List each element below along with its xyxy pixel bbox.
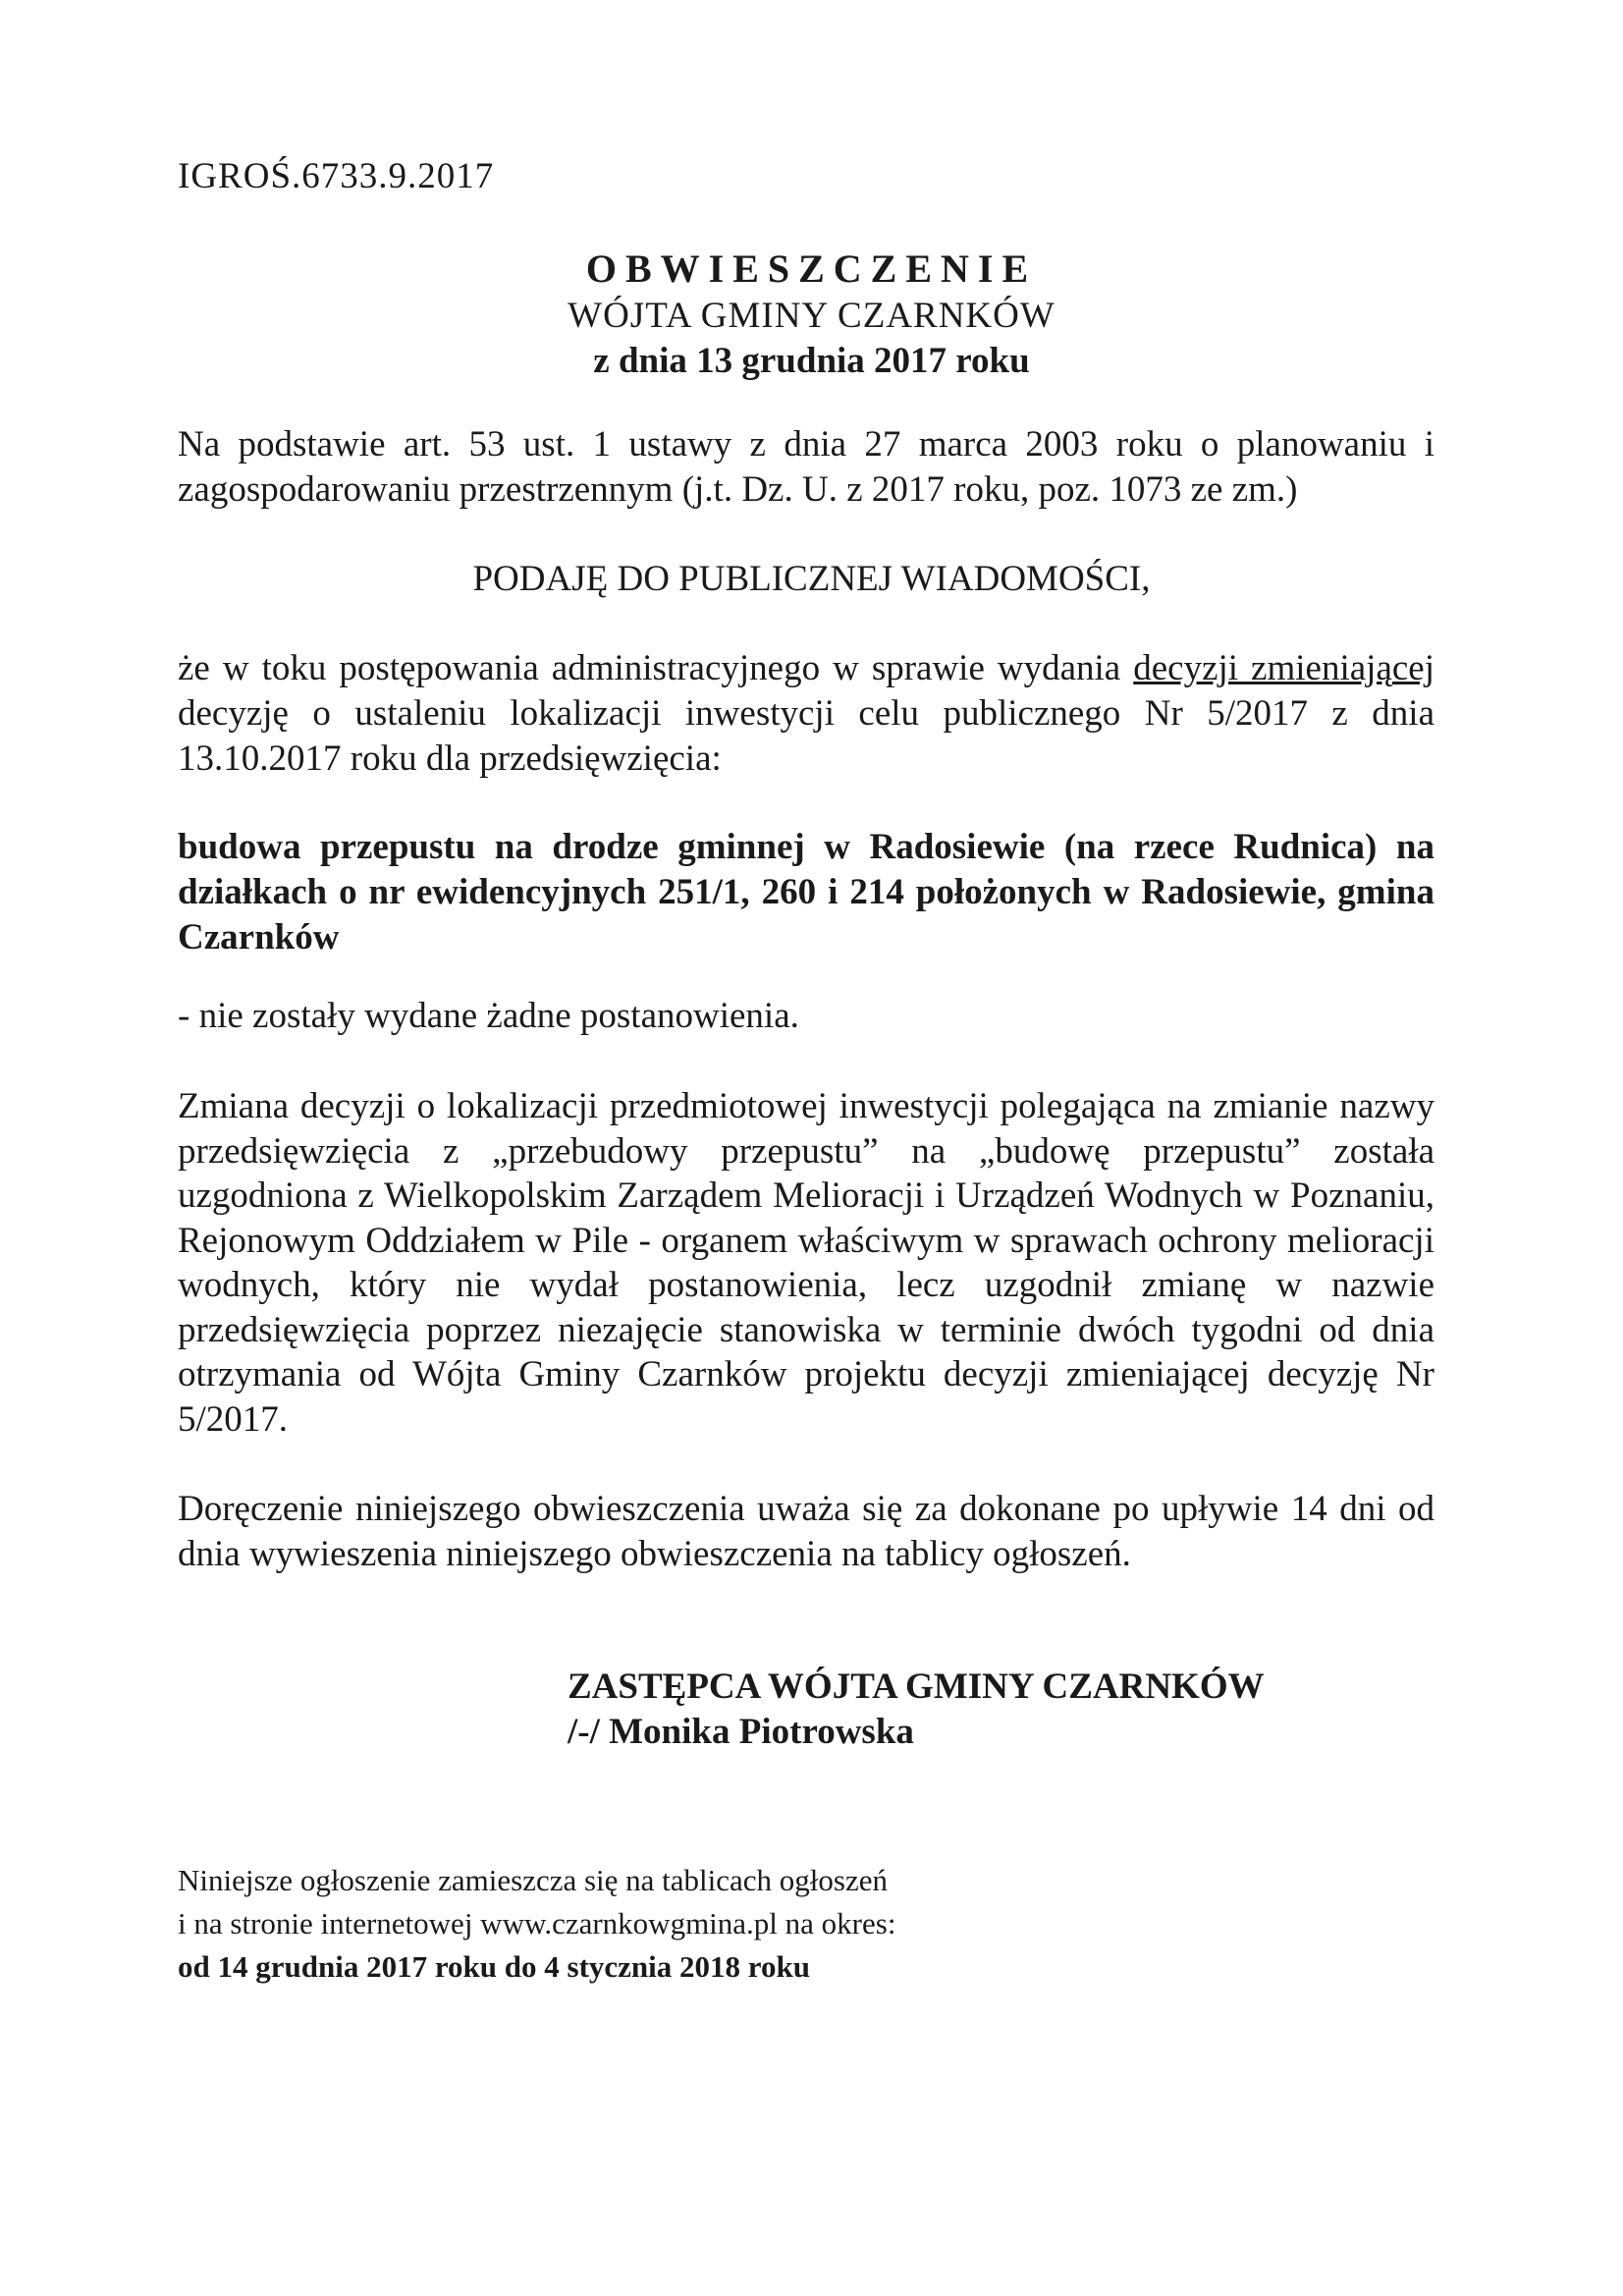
procedure-text-before: że w toku postępowania administracyjnego w sprawie wydania bbox=[178, 648, 1134, 688]
reference-number: IGROŚ.6733.9.2017 bbox=[178, 156, 495, 196]
procedure-text-after: decyzję o ustaleniu lokalizacji inwestycji celu publicznego Nr 5/2017 z dnia 13.10.2017 roku dla przedsięwzięcia: bbox=[178, 693, 1434, 779]
procedure-underlined-text: decyzji zmieniającej bbox=[1133, 648, 1434, 688]
signatory-title: ZASTĘPCA WÓJTA GMINY CZARNKÓW bbox=[568, 1667, 1265, 1707]
document-title: OBWIESZCZENIE bbox=[585, 246, 1038, 291]
result-statement: - nie zostały wydane żadne postanowienia. bbox=[178, 996, 799, 1036]
footer-posting-period: od 14 grudnia 2017 roku do 4 stycznia 2018 roku bbox=[178, 1949, 810, 1984]
issuing-authority: WÓJTA GMINY CZARNKÓW bbox=[568, 296, 1055, 336]
announcement-heading: PODAJĘ DO PUBLICZNEJ WIADOMOŚCI, bbox=[472, 559, 1151, 599]
footer-line-1: Niniejsze ogłoszenie zamieszcza się na tablicach ogłoszeń bbox=[178, 1863, 889, 1897]
document-date: z dnia 13 grudnia 2017 roku bbox=[593, 341, 1030, 381]
signatory-name: /-/ Monika Piotrowska bbox=[568, 1712, 914, 1752]
procedure-paragraph bbox=[178, 646, 1434, 782]
change-paragraph: Zmiana decyzji o lokalizacji przedmiotowej inwestycji polegająca na zmianie nazwy przedsięwzięcia z „przebudowy przepustu” na „budowę przepustu” została uzgodniona z Wielkopolskim Zarządem Melioracji i Urządzeń Wodnych w Poznaniu, Rejonowym Oddziałem w Pile - organem właściwym w sprawach ochrony melioracji wodnych, który nie wydał postanowienia, lecz uzgodnił zmianę w nazwie przedsięwzięcia poprzez niezajęcie stanowiska w terminie dwóch tygodni od dnia otrzymania od Wójta Gminy Czarnków projektu decyzji zmieniającej decyzję Nr 5/2017. bbox=[178, 1086, 1434, 1440]
legal-basis-paragraph: Na podstawie art. 53 ust. 1 ustawy z dnia 27 marca 2003 roku o planowaniu i zagospodarowaniu przestrzennym (j.t. Dz. U. z 2017 roku, poz. 1073 ze zm.) bbox=[178, 424, 1434, 510]
project-description: budowa przepustu na drodze gminnej w Radosiewie (na rzece Rudnica) na działkach o nr ewidencyjnych 251/1, 260 i 214 położonych w Radosiewie, gmina Czarnków bbox=[178, 827, 1434, 957]
delivery-paragraph: Doręczenie niniejszego obwieszczenia uważa się za dokonane po upływie 14 dni od dnia wywieszenia niniejszego obwieszczenia na tablicy ogłoszeń. bbox=[178, 1489, 1434, 1574]
footer-line-2: i na stronie internetowej www.czarnkowgmina.pl na okres: bbox=[178, 1906, 896, 1941]
